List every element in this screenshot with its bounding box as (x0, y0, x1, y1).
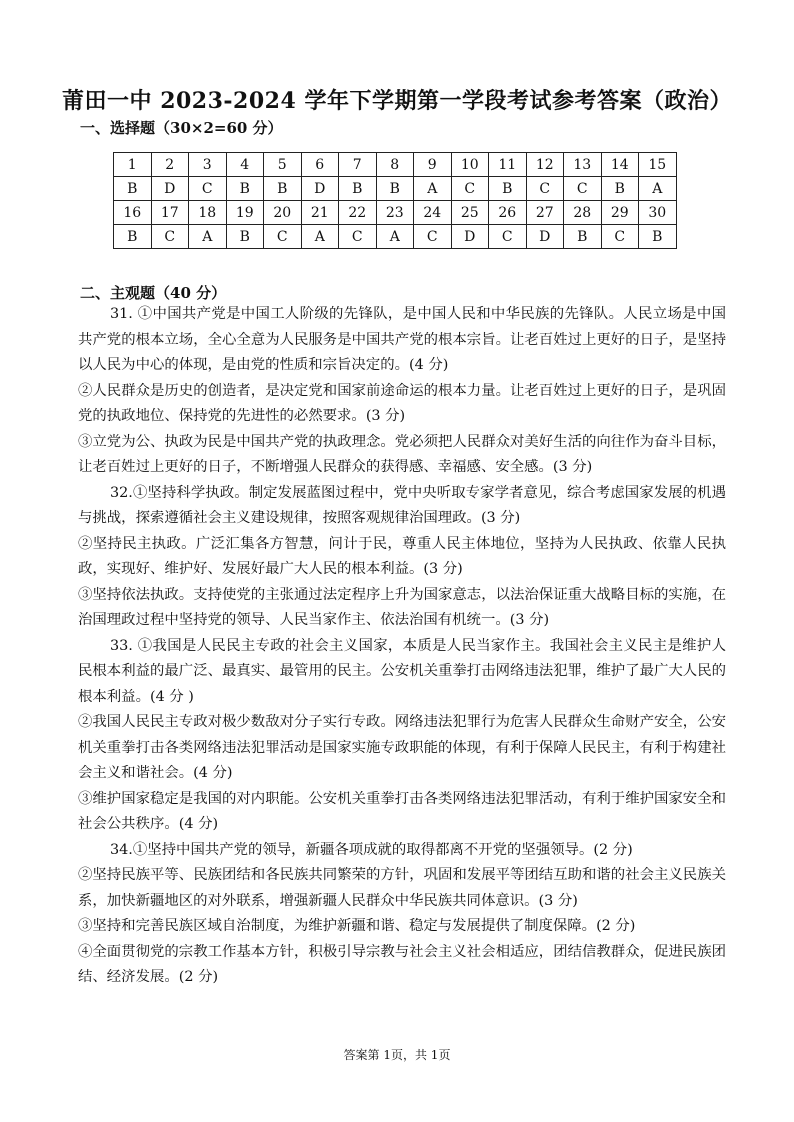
question-number-cell: 30 (639, 201, 677, 225)
answer-letter-cell: B (226, 177, 264, 201)
answer-letter-cell: A (414, 177, 452, 201)
answer-letter-cell: A (639, 177, 677, 201)
question-number-cell: 11 (489, 153, 527, 177)
answer-paragraph: ③立党为公、执政为民是中国共产党的执政理念。党必须把人民群众对美好生活的向往作为奋斗目标，让老百姓过上更好的日子，不断增强人民群众的获得感、幸福感、安全感。(3 分) (78, 433, 726, 475)
answer-paragraph: ③坚持和完善民族区域自治制度，为维护新疆和谐、稳定与发展提供了制度保障。(2 分) (78, 918, 636, 934)
answer-paragraph: ②我国人民民主专政对极少数敌对分子实行专政。网络违法犯罪行为危害人民群众生命财产安全，公安机关重拳打击各类网络违法犯罪活动是国家实施专政职能的体现，有利于保障人民民主，有利于构建社会主义和谐社会。(4 分) (78, 714, 726, 781)
question-number-cell: 17 (151, 201, 189, 225)
question-number-cell: 19 (226, 201, 264, 225)
answer-paragraph: ④全面贯彻党的宗教工作基本方针，积极引导宗教与社会主义社会相适应，团结信教群众，促进民族团结、经济发展。(2 分) (78, 943, 726, 985)
page-footer: 答案第 1页，共 1页 (343, 1048, 451, 1062)
question-number-cell: 21 (301, 201, 339, 225)
answer-paragraph: 34.①坚持中国共产党的领导，新疆各项成就的取得都离不开党的坚强领导。(2 分) (110, 841, 633, 858)
answer-letter-cell: C (564, 177, 602, 201)
question-number-cell: 5 (264, 153, 302, 177)
question-number-row (114, 153, 677, 177)
question-number-cell: 3 (189, 153, 227, 177)
question-number-cell: 6 (301, 153, 339, 177)
page-title: 莆田一中 2023-2024 学年下学期第一学段考试参考答案（政治） (62, 88, 732, 114)
question-number-cell: 20 (264, 201, 302, 225)
question-number-cell: 28 (564, 201, 602, 225)
section-multiple-choice-heading: 一、选择题（30×2=60 分） (80, 119, 283, 137)
answer-letter-cell: C (489, 225, 527, 249)
answer-letter-cell: D (301, 177, 339, 201)
answer-letter-cell: B (601, 177, 639, 201)
question-number-cell: 16 (114, 201, 152, 225)
answer-letter-cell: B (564, 225, 602, 249)
answer-letter-cell: D (526, 225, 564, 249)
answer-letter-cell: B (114, 177, 152, 201)
answer-letter-cell: A (301, 225, 339, 249)
answer-paragraph: ③维护国家稳定是我国的对内职能。公安机关重拳打击各类网络违法犯罪活动，有利于维护国家安全和社会公共秩序。(4 分) (78, 790, 726, 832)
question-number-cell: 9 (414, 153, 452, 177)
answer-letter-cell: C (526, 177, 564, 201)
answer-letter-cell: B (376, 177, 414, 201)
answer-paragraph: ②坚持民主执政。广泛汇集各方智慧，问计于民，尊重人民主体地位，坚持为人民执政、依靠人民执政，实现好、维护好、发展好最广大人民的根本利益。(3 分) (78, 535, 726, 577)
question-number-cell: 8 (376, 153, 414, 177)
question-number-cell: 14 (601, 153, 639, 177)
answer-letter-cell: B (489, 177, 527, 201)
answer-letter-cell: C (601, 225, 639, 249)
answer-letter-cell: A (376, 225, 414, 249)
answer-letter-row (114, 225, 677, 249)
question-number-cell: 1 (114, 153, 152, 177)
question-number-cell: 29 (601, 201, 639, 225)
question-number-cell: 12 (526, 153, 564, 177)
question-number-cell: 23 (376, 201, 414, 225)
answer-letter-cell: C (451, 177, 489, 201)
answer-letter-row (114, 177, 677, 201)
answer-paragraph: ②人民群众是历史的创造者，是决定党和国家前途命运的根本力量。让老百姓过上更好的日子，是巩固党的执政地位、保持党的先进性的必然要求。(3 分) (78, 382, 726, 424)
answer-paragraph: 32.①坚持科学执政。制定发展蓝图过程中，党中央听取专家学者意见，综合考虑国家发展的机遇与挑战，探索遵循社会主义建设规律，按照客观规律治国理政。(3 分) (78, 484, 726, 526)
answer-letter-cell: D (451, 225, 489, 249)
subjective-answers (78, 302, 726, 991)
answer-paragraph: 33. ①我国是人民民主专政的社会主义国家，本质是人民当家作主。我国社会主义民主是维护人民根本利益的最广泛、最真实、最管用的民主。公安机关重拳打击网络违法犯罪，维护了最广大人民的根本利益。(4 分 ) (78, 637, 726, 705)
answer-paragraph: 31. ①中国共产党是中国工人阶级的先锋队，是中国人民和中华民族的先锋队。人民立场是中国共产党的根本立场，全心全意为人民服务是中国共产党的根本宗旨。让老百姓过上更好的日子，是坚持以人民为中心的体现，是由党的性质和宗旨决定的。(4 分) (78, 306, 726, 373)
answer-letter-cell: D (151, 177, 189, 201)
answer-letter-cell: C (189, 177, 227, 201)
answer-key-table (113, 152, 677, 249)
question-number-cell: 2 (151, 153, 189, 177)
answer-paragraph: ②坚持民族平等、民族团结和各民族共同繁荣的方针，巩固和发展平等团结互助和谐的社会主义民族关系，加快新疆地区的对外联系，增强新疆人民群众中华民族共同体意识。(3 分) (78, 867, 726, 909)
answer-letter-cell: B (339, 177, 377, 201)
question-number-cell: 22 (339, 201, 377, 225)
question-number-row (114, 201, 677, 225)
answer-letter-cell: C (414, 225, 452, 249)
answer-letter-cell: C (339, 225, 377, 249)
question-number-cell: 25 (451, 201, 489, 225)
answer-letter-cell: B (114, 225, 152, 249)
answer-letter-cell: C (264, 225, 302, 249)
question-number-cell: 26 (489, 201, 527, 225)
question-number-cell: 4 (226, 153, 264, 177)
question-number-cell: 13 (564, 153, 602, 177)
section-subjective-heading: 二、主观题（40 分） (80, 284, 227, 302)
question-number-cell: 10 (451, 153, 489, 177)
answer-letter-cell: C (151, 225, 189, 249)
answer-letter-cell: A (189, 225, 227, 249)
question-number-cell: 7 (339, 153, 377, 177)
answer-letter-cell: B (264, 177, 302, 201)
answer-letter-cell: B (639, 225, 677, 249)
question-number-cell: 27 (526, 201, 564, 225)
answer-paragraph: ③坚持依法执政。支持使党的主张通过法定程序上升为国家意志，以法治保证重大战略目标的实施，在治国理政过程中坚持党的领导、人民当家作主、依法治国有机统一。(3 分) (78, 586, 726, 628)
answer-letter-cell: B (226, 225, 264, 249)
question-number-cell: 24 (414, 201, 452, 225)
question-number-cell: 15 (639, 153, 677, 177)
question-number-cell: 18 (189, 201, 227, 225)
